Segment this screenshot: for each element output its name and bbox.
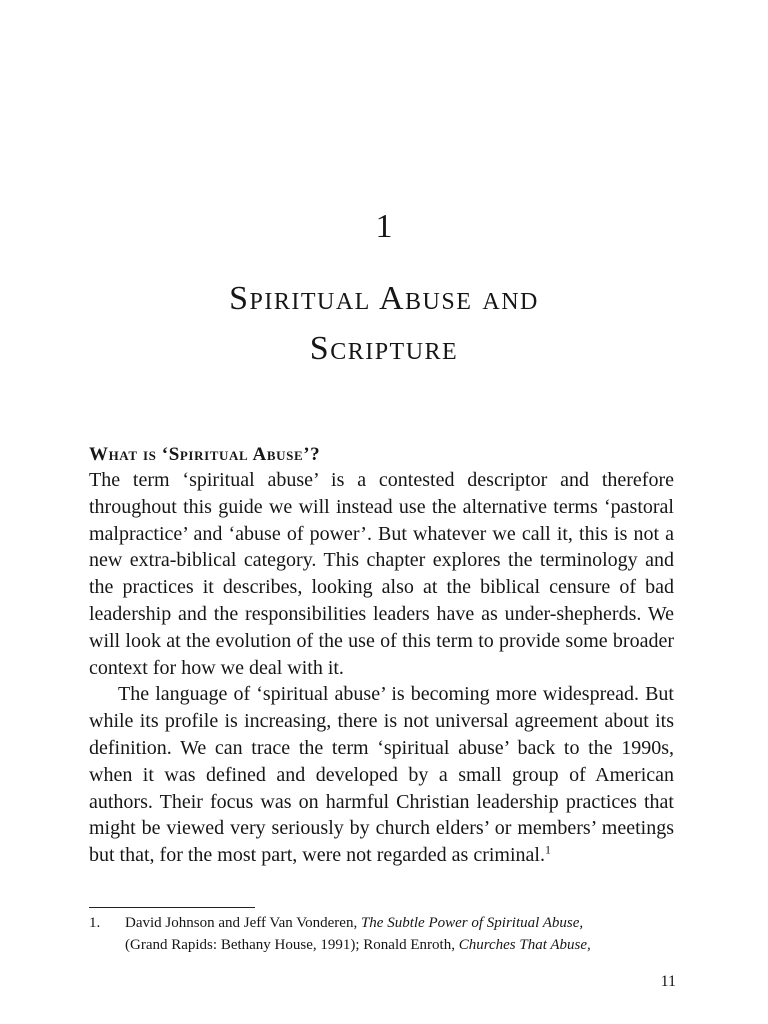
footnote-line-2 [125, 934, 674, 956]
page-number: 11 [660, 973, 676, 990]
chapter-title-line-1: Spiritual Abuse and [229, 280, 539, 317]
footnote-book-title-1: The Subtle Power of Spiritual Abuse, [360, 915, 584, 931]
chapter-title-line-2: Scripture [309, 330, 459, 367]
footnote-divider [89, 907, 255, 908]
footnote-text [125, 912, 674, 956]
paragraph-2-text: The language of ‘spiritual abuse’ is becoming more widespread. But while its profile is increasing, there is not universal agreement about its definition. We can trace the term ‘spiritual abuse’ back to the 1990s, when it was defined and developed by a small group of American authors. Their focus was on harmful Christian leadership practices that might be viewed very seriously by church elders’ or members’ meetings but that, for the most part, were not regarded as criminal. [89, 683, 674, 867]
paragraph-1-text: The term ‘spiritual abuse’ is a contested descriptor and therefore throughout this guide we will instead use the alternative terms ‘pastoral malpractice’ and ‘abuse of power’. But whatever we call it, this is not a new extra-biblical category. This chapter explores the terminology and the practices it describes, looking also at the biblical censure of bad leadership and the responsibilities leaders have as under-shepherds. We will look at the evolution of the use of this term to provide some broader context for how we deal with it. [89, 469, 674, 679]
footnote-number: 1. [89, 915, 101, 931]
chapter-number: 1 [375, 208, 393, 245]
footnote-citation-2: (Grand Rapids: Bethany House, 1991); Ronald Enroth, [125, 937, 459, 953]
footnote-book-title-2: Churches That Abuse, [458, 937, 591, 953]
body-text [89, 467, 674, 869]
paragraph-2 [89, 681, 674, 869]
paragraph-1 [89, 467, 674, 681]
chapter-title [0, 274, 768, 374]
footnote [89, 912, 674, 956]
footnote-line-1 [125, 912, 674, 934]
footnote-citation-1: David Johnson and Jeff Van Vonderen, [125, 915, 361, 931]
footnote-reference[interactable]: 1 [544, 842, 551, 857]
section-heading: What is ‘Spiritual Abuse’? [89, 444, 321, 465]
